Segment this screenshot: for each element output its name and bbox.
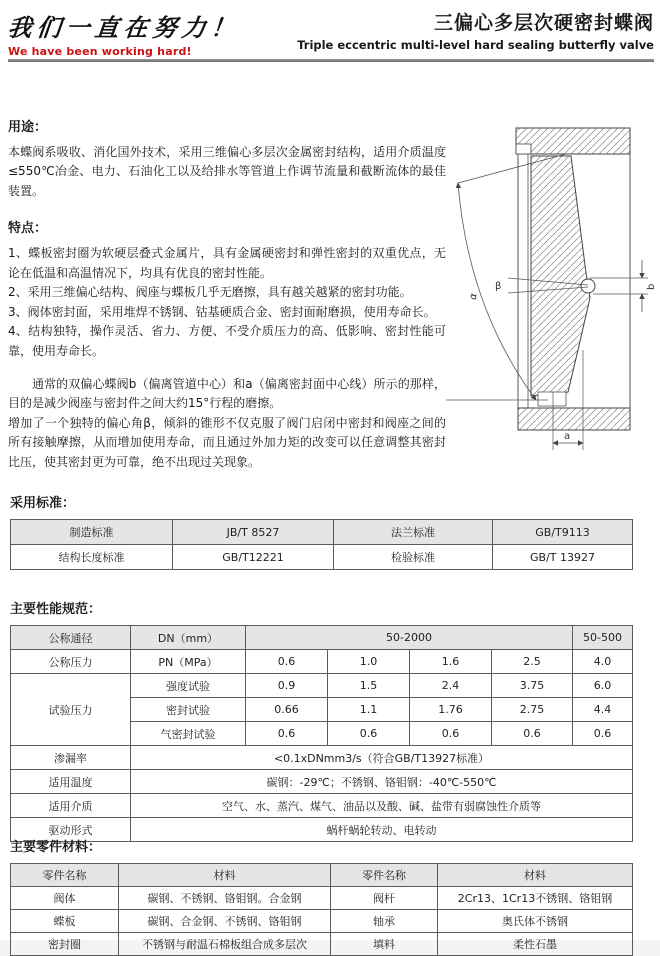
- header-divider: [8, 59, 654, 62]
- cell: 碳钢、合金钢、不锈钢、铬钼钢: [119, 910, 331, 933]
- top-flange: [516, 128, 630, 154]
- brand-slogan: [8, 8, 240, 58]
- performance-table: [10, 625, 633, 842]
- table-row: [11, 864, 633, 887]
- cell: 材料: [438, 864, 633, 887]
- cell: 50-2000: [246, 626, 573, 650]
- cell: 0.66: [246, 698, 328, 722]
- table-row: [11, 626, 633, 650]
- materials-table: [10, 863, 633, 956]
- cell: GB/T 13927: [493, 545, 633, 570]
- product-title-zh: 三偏心多层次硬密封蝶阀: [433, 12, 654, 34]
- feature-item: 4、结构独特，操作灵活、省力、方便、不受介质压力的高、低影响、密封性能可靠，使用寿命长。: [8, 324, 446, 358]
- cell: 1.0: [328, 650, 410, 674]
- cell: 零件名称: [331, 864, 438, 887]
- cell: 轴承: [331, 910, 438, 933]
- cell: 空气、水、蒸汽、煤气、油品以及酸、碱、盐带有弱腐蚀性介质等: [131, 794, 633, 818]
- cell: 蝶板: [11, 910, 119, 933]
- cell: GB/T12221: [173, 545, 334, 570]
- cell: 零件名称: [11, 864, 119, 887]
- cell: 填料: [331, 933, 438, 956]
- seat-ring: [538, 392, 566, 406]
- cell: JB/T 8527: [173, 520, 334, 545]
- valve-section-drawing: [438, 98, 660, 470]
- cell: 1.6: [410, 650, 492, 674]
- cell: 渗漏率: [11, 746, 131, 770]
- cell: 法兰标准: [334, 520, 493, 545]
- table-row: [11, 933, 633, 956]
- materials-heading: 主要零件材料：: [10, 840, 102, 855]
- features-heading: 特点：: [8, 221, 48, 237]
- standards-section: [10, 492, 632, 570]
- cell: GB/T9113: [493, 520, 633, 545]
- cell: 柔性石墨: [438, 933, 633, 956]
- stem-pivot: [581, 279, 595, 293]
- cell: 1.1: [328, 698, 410, 722]
- eccentric-note-p1: 通常的双偏心蝶阀b（偏离管道中心）和a（偏离密封面中心线）所示的那样，目的是减少阀座与密封件之间大约15°行程的磨擦。: [8, 376, 446, 411]
- table-row: [11, 887, 633, 910]
- table-row: [11, 650, 633, 674]
- cell: 4.0: [573, 650, 633, 674]
- text-column: [8, 116, 446, 472]
- cell: 0.6: [246, 722, 328, 746]
- cell: 检验标准: [334, 545, 493, 570]
- cell: 0.6: [246, 650, 328, 674]
- eccentric-note-p2: 增加了一个独特的偏心角β，倾斜的锥形不仅克服了阀门启闭中密封和阀座之间的所有接触摩擦，从而增加使用寿命，而且通过外加力矩的改变可以任意调整其密封比压，使其密封更为可靠，绝不出现过关现象。: [8, 415, 446, 469]
- cell: 阀杆: [331, 887, 438, 910]
- cell: 碳钢：-29℃；不锈钢、铬钼钢：-40℃-550℃: [131, 770, 633, 794]
- table-row: [11, 794, 633, 818]
- table-row: [11, 520, 633, 545]
- feature-item: 1、蝶板密封圈为软硬层叠式金属片，具有金属硬密封和弹性密封的双重优点，无论在低温和高温情况下，均具有优良的密封性能。: [8, 246, 446, 280]
- slogan-en: We have been working hard!: [8, 45, 192, 58]
- feature-item: 3、阀体密封面，采用堆焊不锈钢、钴基硬质合金、密封面耐磨损，使用寿命长。: [8, 304, 436, 319]
- valve-disc: [531, 156, 590, 396]
- cell: 0.6: [410, 722, 492, 746]
- table-row: [11, 545, 633, 570]
- cell: 不锈钢与耐温石棉板组合成多层次: [119, 933, 331, 956]
- cell: 1.76: [410, 698, 492, 722]
- cell: 1.5: [328, 674, 410, 698]
- cell: 强度试验: [131, 674, 246, 698]
- cell: 2.75: [492, 698, 573, 722]
- dim-b-label: b: [646, 283, 657, 290]
- table-row: [11, 770, 633, 794]
- cell: 0.9: [246, 674, 328, 698]
- table-row: [11, 910, 633, 933]
- feature-item: 2、采用三维偏心结构、阀座与蝶板几乎无磨擦，具有越关越紧的密封功能。: [8, 285, 412, 300]
- performance-section: [10, 598, 632, 842]
- cell: 制造标准: [11, 520, 173, 545]
- usage-heading: 用途：: [8, 120, 48, 135]
- cell: <0.1xDNmm3/s（符合GB/T13927标准）: [131, 746, 633, 770]
- cell: 0.6: [573, 722, 633, 746]
- cell: 试验压力: [11, 674, 131, 746]
- cell: 气密封试验: [131, 722, 246, 746]
- table-row: [11, 674, 633, 698]
- dim-a-label: a: [564, 431, 571, 442]
- bottom-flange: [518, 408, 630, 430]
- cell: 阀体: [11, 887, 119, 910]
- table-row: [11, 746, 633, 770]
- cell: 适用温度: [11, 770, 131, 794]
- standards-table: [10, 519, 633, 570]
- cell: 2.5: [492, 650, 573, 674]
- cell: 适用介质: [11, 794, 131, 818]
- cell: 6.0: [573, 674, 633, 698]
- cell: 材料: [119, 864, 331, 887]
- cell: 2.4: [410, 674, 492, 698]
- cell: 2Cr13、1Cr13不锈钢、铬钼钢: [438, 887, 633, 910]
- cell: 公称通径: [11, 626, 131, 650]
- cell: 密封圈: [11, 933, 119, 956]
- cell: 公称压力: [11, 650, 131, 674]
- product-title-block: [297, 8, 654, 52]
- cell: 奥氏体不锈钢: [438, 910, 633, 933]
- cell: 驱动形式: [11, 818, 131, 842]
- materials-section: [10, 836, 632, 956]
- slogan-zh: 我们一直在努力！: [6, 13, 242, 42]
- product-title-en: Triple eccentric multi-level hard sealing butterfly valve: [297, 38, 654, 52]
- page-header: [8, 8, 654, 58]
- standards-heading: 采用标准：: [10, 496, 76, 511]
- cell: 结构长度标准: [11, 545, 173, 570]
- alpha-angle-label: α: [468, 292, 480, 301]
- beta-angle-label: β: [495, 281, 502, 292]
- cell: 密封试验: [131, 698, 246, 722]
- cell: 0.6: [328, 722, 410, 746]
- cell: 0.6: [492, 722, 573, 746]
- cell: PN（MPa）: [131, 650, 246, 674]
- seat-retainer-notch: [516, 144, 531, 154]
- cell: 碳钢、不锈钢、铬钼钢。合金钢: [119, 887, 331, 910]
- cell: 3.75: [492, 674, 573, 698]
- cell: 50-500: [573, 626, 633, 650]
- cell: DN（mm）: [131, 626, 246, 650]
- usage-body: 本蝶阀系吸收、消化国外技术，采用三维偏心多层次金属密封结构，适用介质温度≤550℃冶金、电力、石油化工以及给排水等管道上作调节流量和截断流体的最佳装置。: [8, 145, 446, 198]
- cell: 4.4: [573, 698, 633, 722]
- performance-heading: 主要性能规范：: [10, 602, 102, 617]
- cell: 蜗杆蜗轮转动、电转动: [131, 818, 633, 842]
